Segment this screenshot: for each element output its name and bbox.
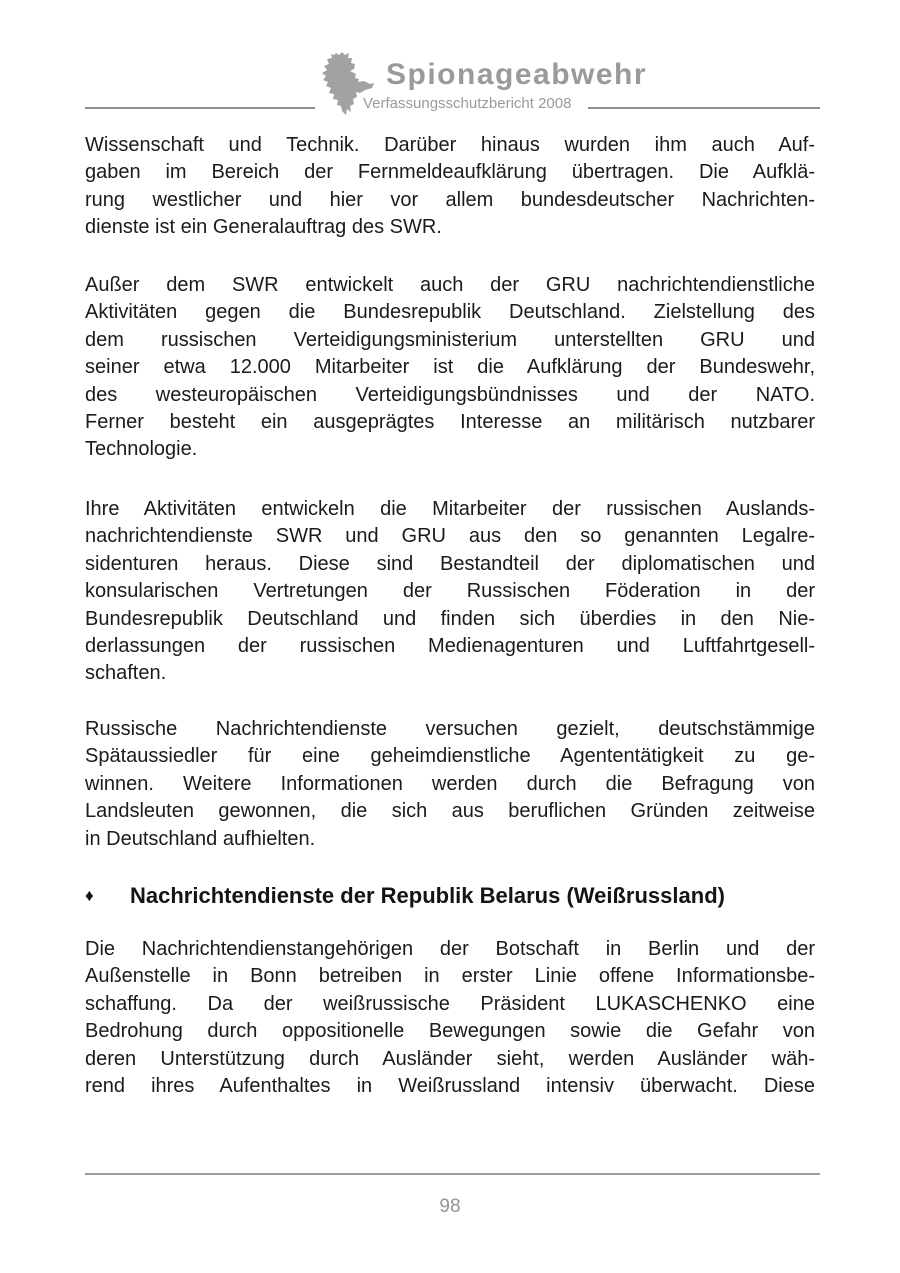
footer-rule <box>85 1173 820 1175</box>
text-line: konsularischen Vertretungen der Russischen Föderation in der <box>85 580 815 603</box>
text-line: derlassungen der russischen Medienagenturen und Luftfahrtgesell- <box>85 635 815 658</box>
text-line: Ferner besteht ein ausgeprägtes Interesse an militärisch nutzbarer <box>85 411 815 434</box>
paragraph-belarus <box>85 936 815 1100</box>
header-rule-right <box>588 107 820 109</box>
paragraph-gru <box>85 272 815 464</box>
text-line: in Deutschland aufhielten. <box>85 827 316 850</box>
section-heading-text: Nachrichtendienste der Republik Belarus (Weißrussland) <box>130 883 725 908</box>
text-line: Landsleuten gewonnen, die sich aus beruflichen Gründen zeitweise <box>85 800 815 823</box>
text-line: Ihre Aktivitäten entwickeln die Mitarbeiter der russischen Auslands- <box>85 498 815 520</box>
diamond-bullet-icon: ♦ <box>85 886 94 905</box>
text-line: winnen. Weitere Informationen werden durch die Befragung von <box>85 772 815 795</box>
text-line: deren Unterstützung durch Ausländer sieht, werden Ausländer wäh- <box>85 1047 815 1070</box>
text-line: Aktivitäten gegen die Bundesrepublik Deutschland. Zielstellung des <box>85 301 815 324</box>
text-line: sidenturen heraus. Diese sind Bestandteil der diplomatischen und <box>85 552 815 575</box>
text-line: Außer dem SWR entwickelt auch der GRU nachrichtendienstliche <box>85 274 815 296</box>
text-line: rung westlicher und hier vor allem bundesdeutscher Nachrichten- <box>85 188 815 211</box>
text-line: Technologie. <box>85 438 198 461</box>
text-line: schaften. <box>85 662 167 685</box>
paragraph-legalresidenturen <box>85 496 815 688</box>
text-line: Russische Nachrichtendienste versuchen gezielt, deutschstämmige <box>85 718 815 740</box>
text-line: Spätaussiedler für eine geheimdienstliche Agententätigkeit zu ge- <box>85 745 815 768</box>
text-line: des westeuropäischen Verteidigungsbündnisses und der NATO. <box>85 383 815 406</box>
text-line: gaben im Bereich der Fernmeldeaufklärung übertragen. Die Aufklä- <box>85 161 815 184</box>
header-subtitle: Verfassungsschutzbericht 2008 <box>363 95 572 112</box>
text-line: nachrichtendienste SWR und GRU aus den so genannten Legalre- <box>85 525 815 548</box>
text-line: dienste ist ein Generalauftrag des SWR. <box>85 216 442 239</box>
text-line: dem russischen Verteidigungsministerium unterstellten GRU und <box>85 328 815 351</box>
header-title: Spionageabwehr <box>386 58 648 91</box>
header-rule-left <box>85 107 315 109</box>
page-number: 98 <box>439 1196 461 1217</box>
section-heading-belarus <box>85 882 815 909</box>
text-line: Bundesrepublik Deutschland und finden sich überdies in den Nie- <box>85 607 815 630</box>
text-line: rend ihres Aufenthaltes in Weißrussland intensiv überwacht. Diese <box>85 1075 815 1098</box>
text-line: Wissenschaft und Technik. Darüber hinaus wurden ihm auch Auf- <box>85 134 815 156</box>
paragraph-spaetaussiedler <box>85 716 815 853</box>
paragraph-swr <box>85 132 815 242</box>
text-line: Die Nachrichtendienstangehörigen der Botschaft in Berlin und der <box>85 938 815 960</box>
text-line: schaffung. Da der weißrussische Präsident LUKASCHENKO eine <box>85 992 815 1015</box>
text-line: Bedrohung durch oppositionelle Bewegungen sowie die Gefahr von <box>85 1020 815 1043</box>
text-line: seiner etwa 12.000 Mitarbeiter ist die Aufklärung der Bundeswehr, <box>85 356 815 379</box>
text-line: Außenstelle in Bonn betreiben in erster Linie offene Informationsbe- <box>85 965 815 988</box>
